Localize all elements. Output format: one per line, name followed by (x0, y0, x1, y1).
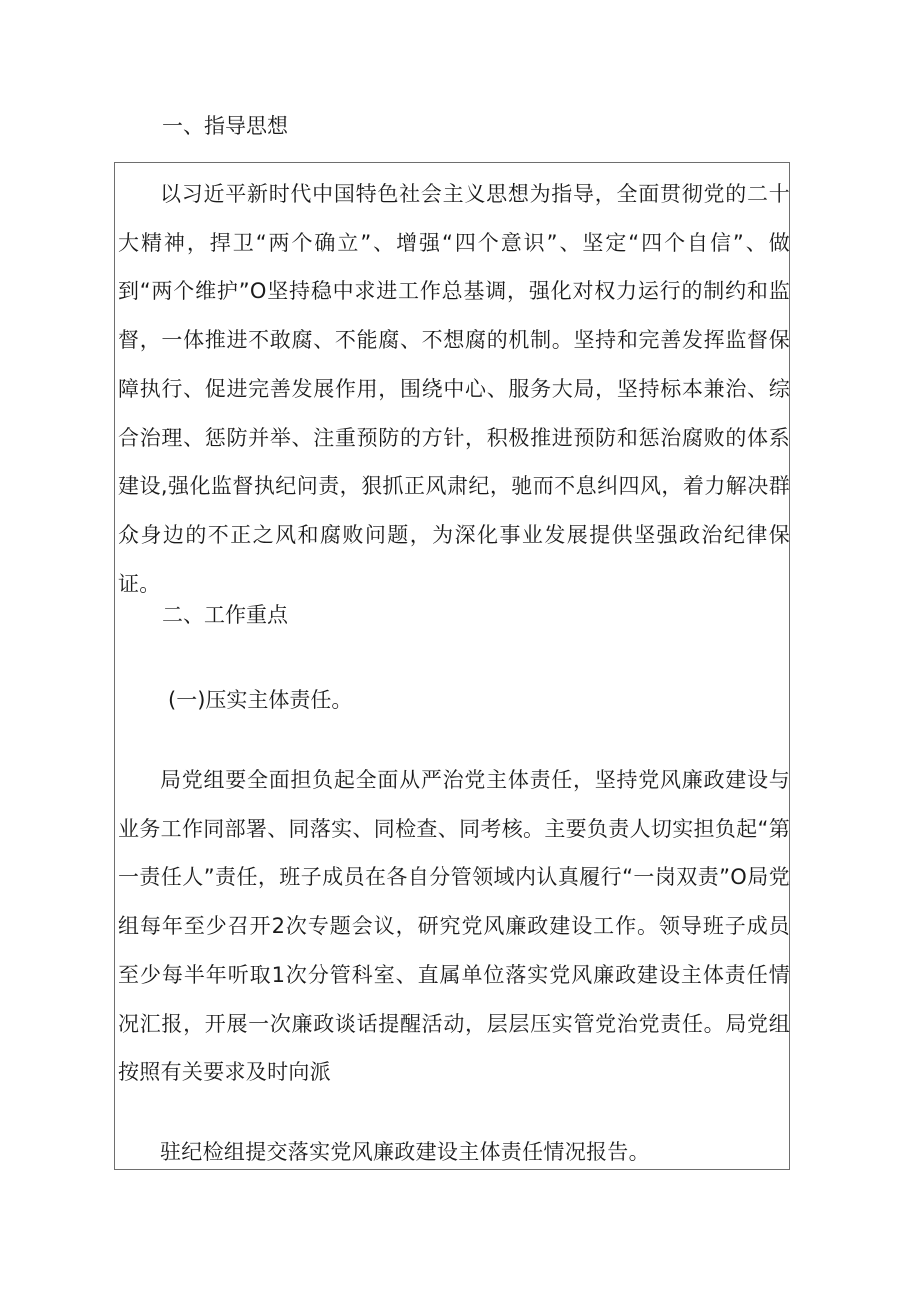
section2-continuation: 驻纪检组提交落实党风廉政建设主体责任情况报告。 (160, 1140, 650, 1164)
section1-paragraph: 以习近平新时代中国特色社会主义思想为指导，全面贯彻党的二十大精神，捍卫“两个确立”、增强“四个意识”、坚定“四个自信”、做到“两个维护”O坚持稳中求进工作总基调，强化对权力运行的制约和监督，一体推进不敢腐、不能腐、不想腐的机制。坚持和完善发挥监督保障执行、促进完善发展作用，围绕中心、服务大局，坚持标本兼治、综合治理、惩防并举、注重预防的方针，积极推进预防和惩治腐败的体系建设,强化监督执纪问责，狠抓正风肃纪，驰而不息纠四风，着力解决群众身边的不正之风和腐败问题，为深化事业发展提供坚强政治纪律保证。 (118, 182, 790, 596)
section1-heading: 一、指导思想 (162, 114, 288, 138)
section2-paragraph: 局党组要全面担负起全面从严治党主体责任，坚持党风廉政建设与业务工作同部署、同落实、同检查、同考核。主要负责人切实担负起“第一责任人”责任，班子成员在各自分管领域内认真履行“一岗双责”O局党组每年至少召开2次专题会议，研究党风廉政建设工作。领导班子成员至少每半年听取1次分管科室、直属单位落实党风廉政建设主体责任情况汇报，开展一次廉政谈话提醒活动，层层压实管党治党责任。局党组按照有关要求及时向派 (118, 768, 790, 1085)
section2-heading: 二、工作重点 (162, 603, 288, 627)
section2-subheading: (一)压实主体责任。 (168, 688, 353, 712)
